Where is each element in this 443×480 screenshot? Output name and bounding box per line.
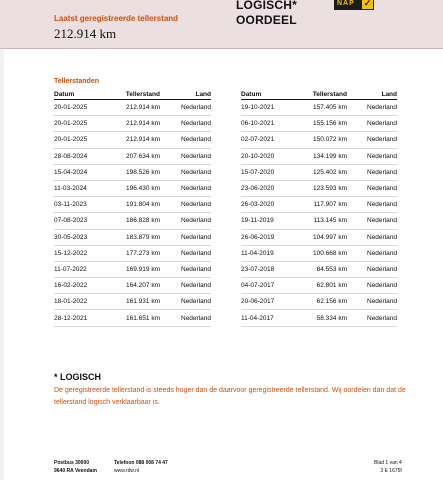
cell-date: 15-07-2020 [241, 168, 275, 176]
page-edge [0, 0, 4, 480]
cell-date: 04-07-2017 [241, 282, 275, 290]
cell-country: Nederland [181, 136, 211, 144]
nap-logo-text: NAP [337, 0, 355, 7]
cell-odometer: 62.801 km [316, 282, 347, 290]
cell-odometer: 169.919 km [126, 265, 160, 273]
cell-country: Nederland [367, 185, 397, 193]
table-row [54, 230, 211, 246]
cell-date: 26-03-2020 [241, 201, 275, 209]
cell-country: Nederland [367, 298, 397, 306]
table-row [241, 181, 397, 197]
column-header-country: Land [381, 91, 397, 98]
table-row [241, 262, 397, 278]
footer-address-line-2: 9640 RA Veendam [54, 468, 97, 474]
table-row [241, 100, 397, 116]
cell-date: 28-12-2021 [54, 314, 88, 322]
cell-country: Nederland [181, 104, 211, 112]
cell-date: 20-10-2020 [241, 152, 275, 160]
table-row [54, 213, 211, 229]
footer-address [54, 459, 97, 475]
last-registered-label: Laatst geregistreerde tellerstand [54, 14, 179, 23]
cell-country: Nederland [367, 217, 397, 225]
cell-date: 11-03-2024 [54, 185, 87, 193]
table-row [54, 294, 211, 310]
last-registered-value: 212.914 km [54, 26, 117, 41]
cell-odometer: 177.273 km [126, 249, 160, 257]
cell-odometer: 123.593 km [313, 185, 347, 193]
cell-odometer: 161.651 km [126, 314, 160, 322]
footer-website: www.rdw.nl [114, 468, 140, 474]
nap-logo [334, 0, 374, 10]
cell-date: 20-01-2025 [54, 104, 88, 112]
cell-date: 20-01-2025 [54, 120, 88, 128]
odometer-table-left [54, 88, 211, 327]
cell-country: Nederland [181, 217, 211, 225]
cell-odometer: 157.405 km [313, 104, 347, 112]
cell-odometer: 134.199 km [313, 152, 347, 160]
cell-odometer: 125.402 km [313, 168, 347, 176]
cell-odometer: 212.914 km [126, 120, 160, 128]
cell-country: Nederland [181, 282, 211, 290]
table-row [241, 246, 397, 262]
column-header-odometer: Tellerstand [312, 91, 347, 98]
table-row [54, 278, 211, 294]
check-icon: ✓ [363, 0, 372, 8]
verdict-title [236, 0, 297, 28]
cell-date: 03-11-2023 [54, 201, 87, 209]
table-row [241, 278, 397, 294]
cell-odometer: 100.668 km [313, 249, 347, 257]
table-row [241, 149, 397, 165]
verdict-line-1: LOGISCH* [236, 0, 297, 12]
logisch-explanation: De geregistreerde tellerstand is steeds hoger dan de daarvoor geregistreerde tellerstand. Wij oordelen dan dat de tellerstand logisch verklaarbaar is. [54, 387, 406, 406]
table-row [54, 262, 211, 278]
cell-date: 15-04-2024 [54, 168, 88, 176]
cell-country: Nederland [181, 152, 211, 160]
logisch-title: * LOGISCH [54, 372, 102, 382]
cell-odometer: 113.145 km [313, 217, 347, 225]
cell-odometer: 164.207 km [126, 282, 160, 290]
cell-country: Nederland [181, 298, 211, 306]
table-row [241, 310, 397, 326]
table-row [54, 132, 211, 148]
table-row [54, 116, 211, 132]
cell-country: Nederland [367, 282, 397, 290]
column-header-country: Land [195, 91, 211, 98]
cell-odometer: 84.553 km [316, 265, 347, 273]
verdict-line-2: OORDEEL [236, 13, 297, 27]
table-row [241, 197, 397, 213]
table-row [241, 132, 397, 148]
table-row [241, 213, 397, 229]
cell-country: Nederland [181, 120, 211, 128]
cell-odometer: 62.156 km [316, 298, 347, 306]
footer-phone: Telefoon 088 008 74 47 [114, 460, 168, 466]
cell-odometer: 207.634 km [126, 152, 160, 160]
cell-country: Nederland [367, 152, 397, 160]
cell-date: 20-01-2025 [54, 136, 88, 144]
table-row [241, 230, 397, 246]
table-row [54, 246, 211, 262]
cell-odometer: 104.997 km [313, 233, 347, 241]
cell-odometer: 155.156 km [313, 120, 347, 128]
cell-odometer: 198.526 km [126, 168, 160, 176]
column-header-date: Datum [241, 91, 262, 98]
cell-odometer: 212.914 km [126, 136, 160, 144]
cell-odometer: 161.931 km [126, 298, 160, 306]
cell-date: 11-07-2022 [54, 265, 87, 273]
cell-date: 11-04-2019 [241, 249, 274, 257]
cell-date: 26-06-2019 [241, 233, 275, 241]
cell-date: 19-11-2019 [241, 217, 274, 225]
table-header [241, 88, 397, 100]
cell-date: 07-08-2023 [54, 217, 88, 225]
cell-country: Nederland [181, 185, 211, 193]
cell-date: 11-04-2017 [241, 314, 274, 322]
cell-date: 23-06-2020 [241, 185, 275, 193]
footer-address-line-1: Postbus 30000 [54, 460, 90, 466]
cell-country: Nederland [367, 168, 397, 176]
cell-date: 28-08-2024 [54, 152, 88, 160]
cell-date: 02-07-2021 [241, 136, 275, 144]
cell-odometer: 58.334 km [316, 314, 347, 322]
footer-page-info [374, 459, 402, 475]
cell-odometer: 183.879 km [126, 233, 160, 241]
cell-country: Nederland [367, 233, 397, 241]
cell-odometer: 191.804 km [126, 201, 160, 209]
table-body [54, 100, 211, 327]
table-header [54, 88, 211, 100]
cell-date: 06-10-2021 [241, 120, 275, 128]
table-row [54, 310, 211, 326]
table-row [54, 149, 211, 165]
cell-odometer: 212.914 km [126, 104, 160, 112]
table-row [54, 181, 211, 197]
cell-country: Nederland [181, 201, 211, 209]
column-header-date: Datum [54, 91, 75, 98]
table-row [241, 294, 397, 310]
cell-odometer: 150.072 km [313, 136, 347, 144]
cell-date: 16-02-2022 [54, 282, 88, 290]
cell-date: 30-05-2023 [54, 233, 88, 241]
cell-country: Nederland [181, 233, 211, 241]
cell-country: Nederland [367, 201, 397, 209]
cell-country: Nederland [367, 120, 397, 128]
table-row [241, 116, 397, 132]
cell-odometer: 117.907 km [313, 201, 347, 209]
cell-country: Nederland [181, 265, 211, 273]
cell-country: Nederland [181, 249, 211, 257]
cell-country: Nederland [367, 249, 397, 257]
table-row [241, 165, 397, 181]
cell-odometer: 186.828 km [126, 217, 160, 225]
table-row [54, 197, 211, 213]
table-body [241, 100, 397, 327]
cell-date: 23-07-2018 [241, 265, 275, 273]
cell-date: 18-01-2022 [54, 298, 88, 306]
cell-date: 19-10-2021 [241, 104, 275, 112]
cell-country: Nederland [367, 314, 397, 322]
odometer-table-right [241, 88, 397, 327]
cell-odometer: 196.430 km [126, 185, 160, 193]
footer-contact [114, 459, 168, 475]
cell-date: 15-12-2022 [54, 249, 88, 257]
footer-page-number: Blad 1 van 4 [374, 460, 402, 466]
cell-country: Nederland [367, 265, 397, 273]
table-row [54, 100, 211, 116]
section-title-tellerstanden: Tellerstanden [54, 78, 99, 85]
table-row [54, 165, 211, 181]
cell-date: 20-06-2017 [241, 298, 275, 306]
footer-document-code: 3 E 1675f [380, 468, 402, 474]
cell-country: Nederland [181, 314, 211, 322]
cell-country: Nederland [367, 104, 397, 112]
cell-country: Nederland [367, 136, 397, 144]
column-header-odometer: Tellerstand [125, 91, 160, 98]
cell-country: Nederland [181, 168, 211, 176]
